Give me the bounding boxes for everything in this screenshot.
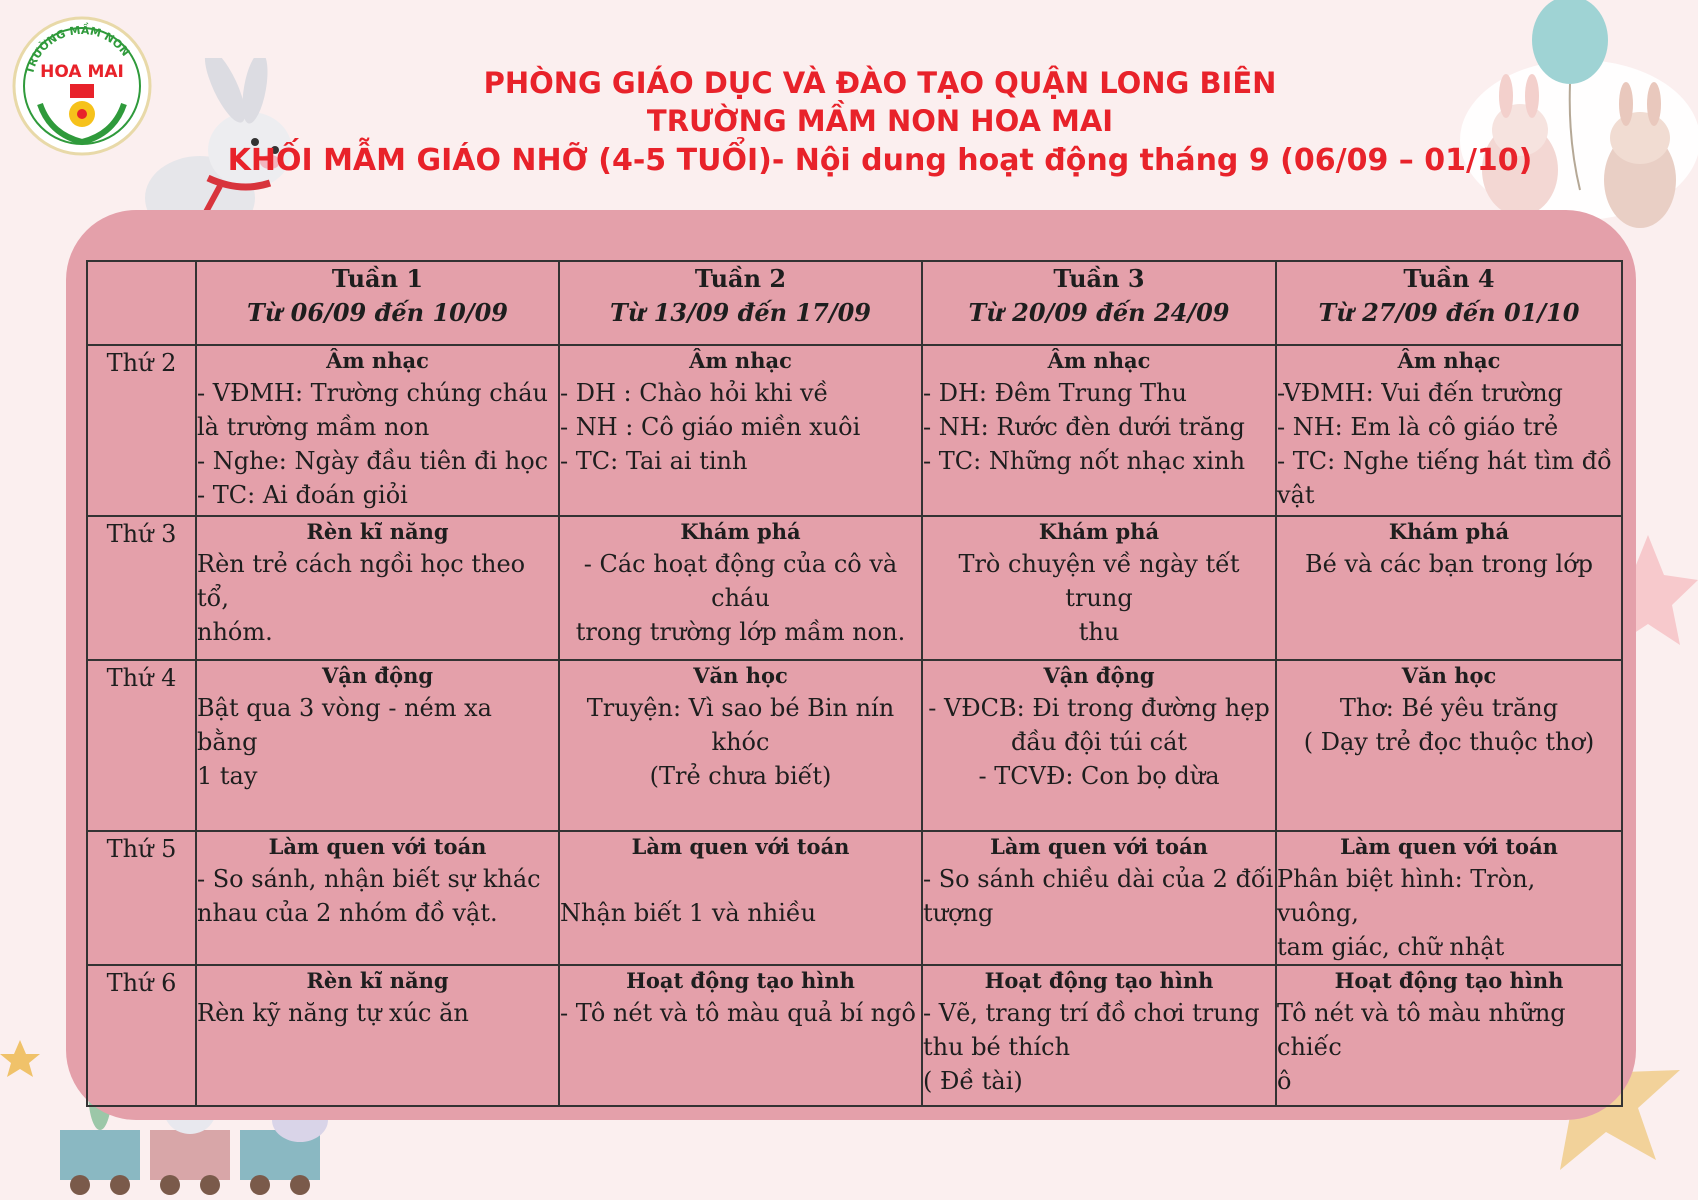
activity-line: tam giác, chữ nhật	[1277, 933, 1505, 961]
activity-line: trong trường lớp mầm non.	[575, 618, 906, 646]
activity-line: - Tô nét và tô màu quả bí ngô	[560, 999, 916, 1027]
activity-line: tượng	[923, 899, 994, 927]
activity-line: Rèn kỹ năng tự xúc ăn	[197, 999, 469, 1027]
activity-line: - NH: Rước đèn dưới trăng	[923, 413, 1245, 441]
activity-subject: Khám phá	[1388, 519, 1510, 544]
activity-line: Bé và các bạn trong lớp	[1304, 550, 1594, 578]
header-line-1: PHÒNG GIÁO DỤC VÀ ĐÀO TẠO QUẬN LONG BIÊN	[483, 66, 1277, 100]
activity-line: Tô nét và tô màu những chiếc	[1277, 999, 1566, 1061]
activity-subject: Âm nhạc	[326, 348, 429, 373]
week-name: Tuần 2	[694, 264, 787, 293]
activity-line: - So sánh, nhận biết sự khác	[197, 865, 541, 893]
activity-line: - TC: Nghe tiếng hát tìm đồ	[1277, 447, 1612, 475]
activity-subject: Hoạt động tạo hình	[1334, 968, 1564, 993]
activity-line: - DH : Chào hỏi khi về	[560, 379, 829, 407]
activity-subject: Văn học	[693, 663, 788, 688]
day-label: Thứ 5	[87, 831, 196, 965]
activity-subject: Làm quen với toán	[1340, 834, 1558, 859]
week-range: Từ 27/09 đến 01/10	[1318, 298, 1580, 327]
day-row	[87, 965, 1622, 1106]
activity-line: ( Dạy trẻ đọc thuộc thơ)	[1303, 728, 1595, 756]
activity-cell	[559, 345, 922, 516]
activity-line: Nhận biết 1 và nhiều	[560, 899, 817, 927]
activity-line	[560, 862, 921, 896]
week-range: Từ 13/09 đến 17/09	[610, 298, 871, 327]
activity-line: nhau của 2 nhóm đồ vật.	[197, 899, 498, 927]
activity-line: Truyện: Vì sao bé Bin nín khóc	[586, 694, 895, 756]
day-row	[87, 831, 1622, 965]
activity-subject: Âm nhạc	[1047, 348, 1151, 373]
activity-line: Thơ: Bé yêu trăng	[1339, 694, 1559, 722]
activity-subject: Vận động	[1043, 663, 1155, 688]
logo-arc-text: TRƯỜNG MẦM NON	[23, 23, 133, 76]
activity-line: - TC: Ai đoán giỏi	[197, 481, 408, 509]
week-header	[559, 261, 922, 345]
week-header	[922, 261, 1276, 345]
activity-line: đầu đội túi cát	[1010, 728, 1188, 756]
activity-cell	[196, 345, 559, 516]
activity-line: - Các hoạt động của cô và cháu	[583, 550, 898, 612]
activity-subject: Hoạt động tạo hình	[984, 968, 1214, 993]
week-name: Tuần 3	[1053, 264, 1145, 293]
activity-cell	[559, 660, 922, 831]
activity-cell	[196, 660, 559, 831]
activity-line: - So sánh chiều dài của 2 đối	[923, 865, 1274, 893]
activity-subject: Vận động	[321, 663, 434, 688]
activity-line: ( Đề tài)	[923, 1067, 1023, 1095]
activity-cell	[922, 345, 1276, 516]
activity-line: - TC: Những nốt nhạc xinh	[923, 447, 1246, 475]
day-row	[87, 516, 1622, 660]
activity-line: - Nghe: Ngày đầu tiên đi học	[197, 447, 549, 475]
activity-subject: Hoạt động tạo hình	[626, 968, 855, 993]
day-label: Thứ 3	[87, 516, 196, 660]
activity-line: - TC: Tai ai tinh	[560, 447, 748, 475]
activity-line: - VĐCB: Đi trong đường hẹp	[928, 694, 1270, 722]
day-row	[87, 660, 1622, 831]
activity-cell	[922, 516, 1276, 660]
activity-line: là trường mầm non	[197, 413, 430, 441]
activity-cell	[559, 965, 922, 1106]
activity-line: vật	[1277, 481, 1315, 509]
activity-line: Bật qua 3 vòng - ném xa bằng	[197, 694, 492, 756]
activity-cell	[1276, 831, 1622, 965]
activity-cell	[1276, 965, 1622, 1106]
activity-cell	[1276, 660, 1622, 831]
activity-subject: Rèn kĩ năng	[306, 968, 449, 993]
week-range: Từ 06/09 đến 10/09	[247, 298, 508, 327]
activity-cell	[1276, 345, 1622, 516]
activity-cell	[922, 965, 1276, 1106]
day-label: Thứ 6	[87, 965, 196, 1106]
header-line-3: KHỐI MẪM GIÁO NHỠ (4-5 TUỔI)- Nội dung hoạt động tháng 9 (06/09 – 01/10)	[227, 143, 1533, 178]
day-label: Thứ 2	[87, 345, 196, 516]
activity-cell	[196, 965, 559, 1106]
activity-line: - NH: Em là cô giáo trẻ	[1277, 413, 1559, 441]
activity-subject: Khám phá	[1038, 519, 1160, 544]
activity-line: - NH : Cô giáo miền xuôi	[560, 413, 861, 441]
header	[0, 0, 1698, 200]
week-name: Tuần 1	[331, 264, 424, 293]
week-header	[1276, 261, 1622, 345]
activity-subject: Làm quen với toán	[268, 834, 487, 859]
activity-line: (Trẻ chưa biết)	[649, 762, 832, 790]
activity-line: - VĐMH: Trường chúng cháu	[197, 379, 548, 407]
activity-cell	[922, 660, 1276, 831]
activity-line: thu bé thích	[923, 1033, 1071, 1061]
activity-cell	[196, 516, 559, 660]
week-header	[196, 261, 559, 345]
activity-cell	[1276, 516, 1622, 660]
corner-cell	[87, 261, 196, 345]
activity-line: -VĐMH: Vui đến trường	[1277, 379, 1563, 407]
day-label: Thứ 4	[87, 660, 196, 831]
activity-line: - DH: Đêm Trung Thu	[923, 379, 1187, 407]
logo-name: HOA MAI	[40, 62, 124, 82]
activity-line: ô	[1277, 1067, 1292, 1095]
activity-cell	[922, 831, 1276, 965]
activity-subject: Làm quen với toán	[631, 834, 850, 859]
day-row	[87, 345, 1622, 516]
activity-table	[86, 260, 1623, 1107]
week-range: Từ 20/09 đến 24/09	[968, 298, 1230, 327]
activity-subject: Làm quen với toán	[990, 834, 1208, 859]
activity-line: - Vẽ, trang trí đồ chơi trung	[923, 999, 1260, 1027]
activity-subject: Khám phá	[680, 519, 801, 544]
activity-line: Phân biệt hình: Tròn, vuông,	[1277, 865, 1536, 927]
activity-line: Rèn trẻ cách ngồi học theo tổ,	[197, 550, 526, 612]
activity-subject: Âm nhạc	[689, 348, 792, 373]
activity-cell	[196, 831, 559, 965]
week-header-row	[87, 261, 1622, 345]
header-line-2: TRƯỜNG MẦM NON HOA MAI	[646, 104, 1114, 138]
activity-line: thu	[1078, 618, 1120, 646]
week-name: Tuần 4	[1403, 264, 1495, 293]
activity-cell	[559, 831, 922, 965]
activity-subject: Rèn kĩ năng	[306, 519, 449, 544]
activity-cell	[559, 516, 922, 660]
activity-line: - TCVĐ: Con bọ dừa	[978, 762, 1220, 790]
activity-subject: Văn học	[1401, 663, 1497, 688]
activity-line: Trò chuyện về ngày tết trung	[958, 550, 1240, 612]
activity-line: 1 tay	[197, 762, 258, 790]
activity-line: nhóm.	[197, 618, 273, 646]
activity-subject: Âm nhạc	[1397, 348, 1501, 373]
